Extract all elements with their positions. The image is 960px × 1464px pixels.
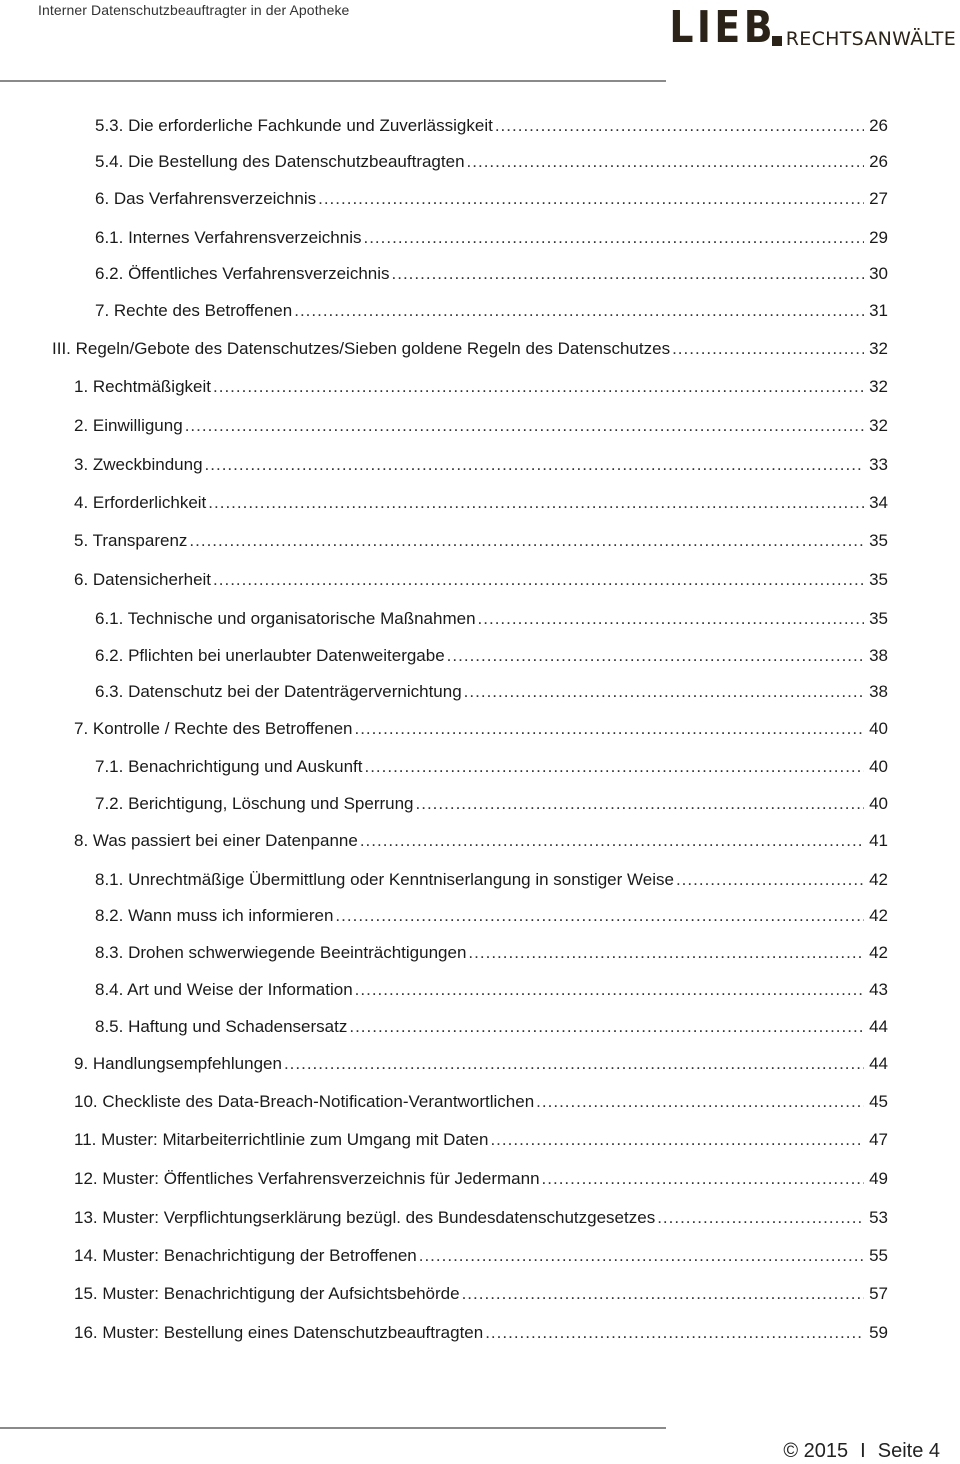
toc-entry-page: 57 [869, 1284, 888, 1303]
toc-entry[interactable] [74, 1283, 888, 1305]
toc-entry-title: 3. Zweckbindung [74, 455, 203, 474]
toc-entry[interactable] [74, 530, 888, 552]
toc-entry-title: 11. Muster: Mitarbeiterrichtlinie zum Umgang mit Daten [74, 1130, 489, 1149]
toc-entry-page: 44 [869, 1017, 888, 1036]
toc-leader-dots [490, 1129, 864, 1151]
toc-entry-page: 59 [869, 1323, 888, 1342]
toc-leader-dots [536, 1091, 864, 1113]
toc-entry[interactable] [95, 151, 888, 173]
toc-entry-title: 12. Muster: Öffentliches Verfahrensverzeichnis für Jedermann [74, 1169, 540, 1188]
toc-entry[interactable] [95, 188, 888, 210]
toc-entry[interactable] [74, 1245, 888, 1267]
toc-leader-dots [213, 376, 864, 398]
toc-entry-title: 2. Einwilligung [74, 416, 183, 435]
toc-entry-page: 49 [869, 1169, 888, 1188]
toc-entry[interactable] [95, 115, 888, 137]
toc-leader-dots [676, 869, 864, 891]
toc-entry-page: 35 [869, 570, 888, 589]
toc-entry-title: III. Regeln/Gebote des Datenschutzes/Sieben goldene Regeln des Datenschutzes [52, 339, 671, 358]
toc-entry-title: 6. Das Verfahrensverzeichnis [95, 189, 317, 208]
toc-entry-title: 8.1. Unrechtmäßige Übermittlung oder Kenntniserlangung in sonstiger Weise [95, 870, 674, 889]
toc-entry-title: 7. Kontrolle / Rechte des Betroffenen [74, 719, 353, 738]
toc-leader-dots [468, 942, 864, 964]
toc-entry[interactable] [74, 376, 888, 398]
toc-entry-title: 8.3. Drohen schwerwiegende Beeinträchtigungen [95, 943, 467, 962]
toc-entry-page: 27 [869, 189, 888, 208]
toc-entry-page: 45 [869, 1092, 888, 1111]
toc-entry[interactable] [74, 830, 888, 852]
toc-leader-dots [208, 492, 864, 514]
toc-entry-page: 40 [869, 794, 888, 813]
toc-entry[interactable] [95, 793, 888, 815]
toc-entry[interactable] [95, 979, 888, 1001]
logo-subtitle: RECHTSANWÄLTE [785, 28, 956, 50]
toc-entry-title: 16. Muster: Bestellung eines Datenschutzbeauftragten [74, 1323, 484, 1342]
toc-leader-dots [464, 681, 864, 703]
toc-entry-title: 6. Datensicherheit [74, 570, 212, 589]
toc-entry[interactable] [95, 1016, 888, 1038]
toc-leader-dots [485, 1322, 864, 1344]
toc-leader-dots [672, 338, 864, 360]
page-footer [783, 1440, 940, 1463]
toc-entry-page: 34 [869, 493, 888, 512]
toc-entry-page: 55 [869, 1246, 888, 1265]
toc-leader-dots [416, 793, 864, 815]
toc-entry-page: 41 [869, 831, 888, 850]
footer-copyright: © 2015 [783, 1440, 849, 1462]
toc-entry-page: 32 [869, 377, 888, 396]
toc-entry-title: 6.3. Datenschutz bei der Datenträgervernichtung [95, 682, 462, 701]
toc-leader-dots [349, 1016, 864, 1038]
toc-entry-page: 38 [869, 682, 888, 701]
toc-leader-dots [495, 115, 864, 137]
toc-entry-page: 40 [869, 757, 888, 776]
toc-entry-title: 6.2. Pflichten bei unerlaubter Datenweitergabe [95, 646, 445, 665]
toc-leader-dots [355, 979, 864, 1001]
toc-leader-dots [284, 1053, 864, 1075]
toc-entry[interactable] [74, 1168, 888, 1190]
toc-entry-title: 14. Muster: Benachrichtigung der Betroffenen [74, 1246, 417, 1265]
page-header-title: Interner Datenschutzbeauftragter in der Apotheke [38, 2, 350, 18]
toc-entry-title: 13. Muster: Verpflichtungserklärung bezügl. des Bundesdatenschutzgesetzes [74, 1208, 656, 1227]
toc-entry-page: 35 [869, 609, 888, 628]
toc-entry-title: 8.2. Wann muss ich informieren [95, 906, 334, 925]
toc-entry-title: 9. Handlungsempfehlungen [74, 1054, 282, 1073]
toc-entry[interactable] [95, 608, 888, 630]
toc-entry-title: 6.1. Internes Verfahrensverzeichnis [95, 228, 362, 247]
toc-leader-dots [467, 151, 864, 173]
toc-entry-title: 8.5. Haftung und Schadensersatz [95, 1017, 348, 1036]
toc-entry-title: 8.4. Art und Weise der Information [95, 980, 353, 999]
toc-entry[interactable] [74, 718, 888, 740]
toc-entry-page: 35 [869, 531, 888, 550]
toc-entry[interactable] [95, 905, 888, 927]
toc-leader-dots [392, 263, 864, 285]
toc-entry-title: 15. Muster: Benachrichtigung der Aufsichtsbehörde [74, 1284, 460, 1303]
toc-entry[interactable] [95, 756, 888, 778]
toc-entry[interactable] [74, 454, 888, 476]
toc-entry-page: 43 [869, 980, 888, 999]
toc-entry-page: 42 [869, 870, 888, 889]
toc-entry[interactable] [74, 569, 888, 591]
toc-entry-page: 44 [869, 1054, 888, 1073]
toc-entry-page: 31 [869, 301, 888, 320]
logo-wordmark: LIEB [669, 2, 776, 53]
toc-entry-page: 42 [869, 906, 888, 925]
toc-entry[interactable] [52, 338, 888, 360]
toc-entry[interactable] [95, 263, 888, 285]
toc-entry-page: 40 [869, 719, 888, 738]
toc-leader-dots [542, 1168, 864, 1190]
toc-entry-title: 6.1. Technische und organisatorische Maßnahmen [95, 609, 476, 628]
toc-leader-dots [447, 645, 864, 667]
toc-entry-page: 26 [869, 152, 888, 171]
toc-leader-dots [185, 415, 864, 437]
toc-entry-page: 32 [869, 339, 888, 358]
toc-entry[interactable] [74, 1091, 888, 1113]
toc-entry-title: 7.1. Benachrichtigung und Auskunft [95, 757, 363, 776]
toc-entry-title: 8. Was passiert bei einer Datenpanne [74, 831, 358, 850]
toc-entry[interactable] [74, 1207, 888, 1229]
toc-entry[interactable] [95, 681, 888, 703]
toc-entry-page: 26 [869, 116, 888, 135]
toc-leader-dots [318, 188, 864, 210]
toc-entry-page: 47 [869, 1130, 888, 1149]
footer-separator: I [860, 1440, 866, 1462]
toc-leader-dots [205, 454, 864, 476]
footer-page-number: Seite 4 [877, 1440, 940, 1462]
toc-entry[interactable] [95, 869, 888, 891]
toc-leader-dots [335, 905, 864, 927]
toc-entry[interactable] [74, 1053, 888, 1075]
toc-entry-page: 30 [869, 264, 888, 283]
toc-entry-page: 32 [869, 416, 888, 435]
toc-entry-page: 33 [869, 455, 888, 474]
toc-entry-page: 53 [869, 1208, 888, 1227]
toc-entry-title: 4. Erforderlichkeit [74, 493, 207, 512]
toc-entry-title: 7.2. Berichtigung, Löschung und Sperrung [95, 794, 414, 813]
toc-entry[interactable] [95, 300, 888, 322]
toc-entry[interactable] [95, 942, 888, 964]
toc-entry-title: 7. Rechte des Betroffenen [95, 301, 293, 320]
toc-leader-dots [419, 1245, 864, 1267]
toc-leader-dots [478, 608, 864, 630]
toc-entry-title: 10. Checkliste des Data-Breach-Notification-Verantwortlichen [74, 1092, 535, 1111]
toc-entry-title: 5.4. Die Bestellung des Datenschutzbeauftragten [95, 152, 465, 171]
toc-entry[interactable] [95, 645, 888, 667]
toc-leader-dots [354, 718, 864, 740]
toc-leader-dots [364, 756, 864, 778]
toc-entry[interactable] [74, 415, 888, 437]
toc-entry[interactable] [74, 1129, 888, 1151]
toc-leader-dots [360, 830, 864, 852]
toc-leader-dots [462, 1283, 864, 1305]
toc-entry-title: 6.2. Öffentliches Verfahrensverzeichnis [95, 264, 390, 283]
toc-entry-title: 1. Rechtmäßigkeit [74, 377, 211, 396]
toc-entry-page: 38 [869, 646, 888, 665]
toc-entry-title: 5. Transparenz [74, 531, 188, 550]
footer-divider [0, 1427, 666, 1429]
toc-entry[interactable] [74, 492, 888, 514]
toc-leader-dots [213, 569, 864, 591]
toc-entry-page: 42 [869, 943, 888, 962]
toc-entry-title: 5.3. Die erforderliche Fachkunde und Zuverlässigkeit [95, 116, 493, 135]
toc-entry-page: 29 [869, 228, 888, 247]
toc-leader-dots [294, 300, 864, 322]
toc-leader-dots [363, 227, 864, 249]
toc-entry[interactable] [95, 227, 888, 249]
toc-leader-dots [657, 1207, 864, 1229]
toc-leader-dots [189, 530, 864, 552]
toc-entry[interactable] [74, 1322, 888, 1344]
